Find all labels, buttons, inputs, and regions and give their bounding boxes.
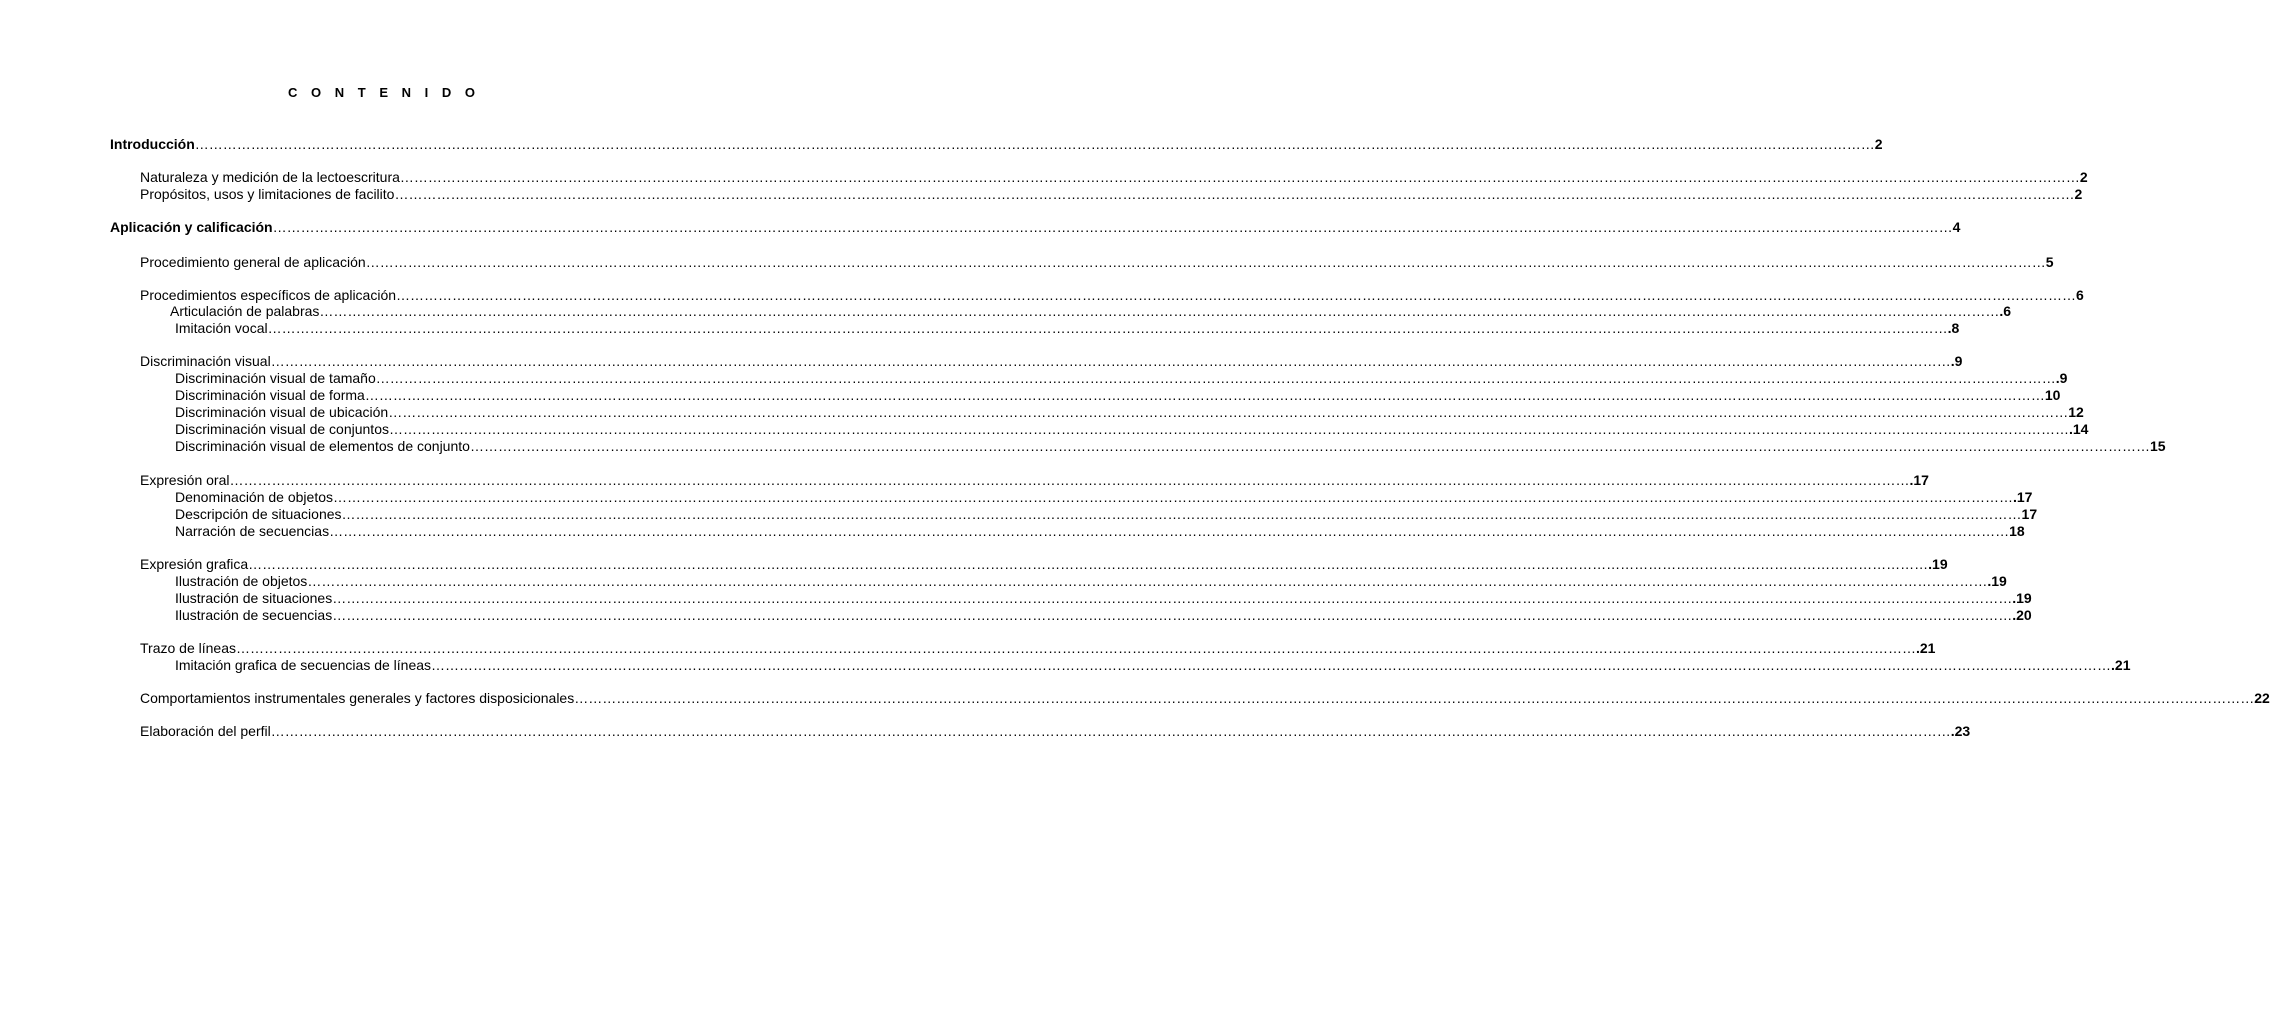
toc-entry xyxy=(140,690,2270,707)
dot-leader: ……………………………………………………………………………………………………………………………………………………………………………………………………………………………………………………………………………………………………………………………… xyxy=(229,472,1910,488)
toc-entry-page: 10 xyxy=(2044,387,2061,403)
toc-entry xyxy=(175,404,2084,421)
dot-leader: ……………………………………………………………………………………………………………………………………………………………………………………………………………………………………………………………………………………………………………………………… xyxy=(389,421,2069,437)
toc-entry xyxy=(140,723,1971,740)
toc-entry-page: .19 xyxy=(1928,556,1948,572)
dot-leader: ……………………………………………………………………………………………………………………………………………………………………………………………………………………………………………………………………………………………………………………………… xyxy=(248,556,1929,572)
toc-entry-label: Ilustración de objetos xyxy=(175,573,308,589)
toc-entry-label: Imitación grafica de secuencias de líneas xyxy=(175,657,432,673)
toc-entry-page: .8 xyxy=(1947,320,1960,336)
toc-entry xyxy=(170,303,2012,320)
toc-entry xyxy=(140,472,1929,489)
toc-entry-page: 18 xyxy=(2009,523,2025,539)
toc-entry xyxy=(140,556,1948,573)
dot-leader: ……………………………………………………………………………………………………………………………………………………………………………………………………………………………………………………………………………………………………………………………… xyxy=(329,523,2010,539)
toc-entry-page: 2 xyxy=(2079,169,2088,185)
toc-entry-page: 6 xyxy=(2076,287,2084,303)
toc-entry-page: 17 xyxy=(2021,506,2038,522)
dot-leader: ……………………………………………………………………………………………………………………………………………………………………………………………………………………………………………………………………………………………………………………………… xyxy=(375,370,2056,386)
toc-entry-label: Aplicación y calificación xyxy=(110,219,273,235)
toc-entry-page: 2 xyxy=(1874,136,1883,152)
toc-entry xyxy=(140,287,2084,304)
toc-entry-page: .21 xyxy=(1915,640,1936,656)
toc-entry-page: .20 xyxy=(2012,607,2032,623)
toc-entry-label: Denominación de objetos xyxy=(175,489,333,505)
toc-entry xyxy=(175,657,2131,674)
toc-entry xyxy=(175,590,2032,607)
toc-entry-label: Ilustración de situaciones xyxy=(175,590,333,606)
toc-entry-label: Imitación vocal xyxy=(175,320,268,336)
toc-entry-page: .19 xyxy=(1987,573,2007,589)
toc-entry-page: .21 xyxy=(2111,657,2131,673)
dot-leader: ……………………………………………………………………………………………………………………………………………………………………………………………………………………………………………………………………………………………………………………………… xyxy=(388,404,2069,420)
toc-entry-label: Procedimiento general de aplicación xyxy=(140,254,366,270)
toc-entry-page: .17 xyxy=(1909,472,1929,488)
toc-entry-label: Expresión oral xyxy=(140,472,230,488)
toc-entry-label: Introducción xyxy=(110,136,195,152)
toc-entry xyxy=(140,640,1936,657)
dot-leader: ……………………………………………………………………………………………………………………………………………………………………………………………………………………………………………………………………………………………………………………………… xyxy=(194,136,1875,152)
dot-leader: ……………………………………………………………………………………………………………………………………………………………………………………………………………………………………………………………………………………………………………………………… xyxy=(333,489,2013,505)
toc-entry-label: Elaboración del perfil xyxy=(140,723,271,739)
dot-leader: ……………………………………………………………………………………………………………………………………………………………………………………………………………………………………………………………………………………………………………………………… xyxy=(332,607,2013,623)
toc-entry-label: Procedimientos específicos de aplicación xyxy=(140,287,397,303)
toc-entry xyxy=(140,169,2088,186)
toc-entry xyxy=(175,387,2061,404)
toc-entry xyxy=(140,353,1963,370)
toc-entry-page: 4 xyxy=(1952,219,1961,235)
dot-leader: ……………………………………………………………………………………………………………………………………………………………………………………………………………………………………………………………………………………………………………………………… xyxy=(469,438,2150,454)
toc-entry-page: .9 xyxy=(1950,353,1963,369)
toc-entry-label: Ilustración de secuencias xyxy=(175,607,333,623)
dot-leader: ……………………………………………………………………………………………………………………………………………………………………………………………………………………………………………………………………………………………………………………………… xyxy=(270,723,1951,739)
toc-entry-label: Narración de secuencias xyxy=(175,523,330,539)
toc-entry-label: Discriminación visual de tamaño xyxy=(175,370,376,386)
dot-leader: ……………………………………………………………………………………………………………………………………………………………………………………………………………………………………………………………………………………………………………………………… xyxy=(431,657,2112,673)
toc-entry xyxy=(175,573,2007,590)
toc-entry xyxy=(175,421,2089,438)
toc-entry xyxy=(110,136,1883,153)
toc-entry xyxy=(175,370,2068,387)
toc-entry-label: Discriminación visual de ubicación xyxy=(175,404,389,420)
toc-entry xyxy=(175,607,2032,624)
toc-entry-page: 15 xyxy=(2149,438,2166,454)
toc-entry-label: Articulación de palabras xyxy=(170,303,320,319)
toc-entry-label: Descripción de situaciones xyxy=(175,506,342,522)
toc-entry-label: Propósitos, usos y limitaciones de facilito xyxy=(140,186,395,202)
toc-entry-label: Discriminación visual de elementos de conjunto xyxy=(175,438,470,454)
toc-entry-page: .14 xyxy=(2069,421,2089,437)
toc-entry-page: .6 xyxy=(1999,303,2012,319)
toc-entry-page: .23 xyxy=(1950,723,1971,739)
toc-entry-page: .9 xyxy=(2055,370,2068,386)
dot-leader: ……………………………………………………………………………………………………………………………………………………………………………………………………………………………………………………………………………………………………………………………… xyxy=(365,254,2046,270)
toc-entry xyxy=(175,523,2025,540)
toc-entry xyxy=(175,506,2038,523)
dot-leader: ……………………………………………………………………………………………………………………………………………………………………………………………………………………………………………………………………………………………………………………………… xyxy=(267,320,1948,336)
page-title: C O N T E N I D O xyxy=(288,85,480,100)
dot-leader: ……………………………………………………………………………………………………………………………………………………………………………………………………………………………………………………………………………………………………………………………… xyxy=(341,506,2022,522)
dot-leader: ……………………………………………………………………………………………………………………………………………………………………………………………………………………………………………………………………………………………………………………………… xyxy=(332,590,2013,606)
dot-leader: ……………………………………………………………………………………………………………………………………………………………………………………………………………………………………………………………………………………………………………………………… xyxy=(394,186,2075,202)
toc-entry-page: 2 xyxy=(2074,186,2083,202)
dot-leader: ……………………………………………………………………………………………………………………………………………………………………………………………………………………………………………………………………………………………………………………………… xyxy=(396,287,2077,303)
toc-entry xyxy=(140,186,2083,203)
toc-entry-label: Expresión grafica xyxy=(140,556,249,572)
toc-entry-label: Discriminación visual xyxy=(140,353,271,369)
toc-entry-label: Trazo de líneas xyxy=(140,640,236,656)
dot-leader: ……………………………………………………………………………………………………………………………………………………………………………………………………………………………………………………………………………………………………………………………… xyxy=(270,353,1951,369)
toc-entry xyxy=(175,489,2033,506)
toc-entry-label: Naturaleza y medición de la lectoescritura xyxy=(140,169,400,185)
toc-entry-page: .19 xyxy=(2012,590,2032,606)
dot-leader: ……………………………………………………………………………………………………………………………………………………………………………………………………………………………………………………………………………………………………………………………… xyxy=(235,640,1916,656)
toc-entry-page: 5 xyxy=(2045,254,2054,270)
dot-leader: ……………………………………………………………………………………………………………………………………………………………………………………………………………………………………………………………………………………………………………………………… xyxy=(272,219,1953,235)
dot-leader: ……………………………………………………………………………………………………………………………………………………………………………………………………………………………………………………………………………………………………………………………… xyxy=(399,169,2080,185)
toc-entry-page: 12 xyxy=(2068,404,2084,420)
dot-leader: ……………………………………………………………………………………………………………………………………………………………………………………………………………………………………………………………………………………………………………………………… xyxy=(364,387,2045,403)
toc-entry xyxy=(110,219,1961,236)
dot-leader: ……………………………………………………………………………………………………………………………………………………………………………………………………………………………………………………………………………………………………………………………… xyxy=(574,690,2255,706)
toc-entry-page: .17 xyxy=(2013,489,2033,505)
toc-entry-page: 22 xyxy=(2254,690,2270,706)
toc-entry-label: Discriminación visual de conjuntos xyxy=(175,421,389,437)
dot-leader: ……………………………………………………………………………………………………………………………………………………………………………………………………………………………………………………………………………………………………………………………… xyxy=(307,573,1988,589)
dot-leader: ……………………………………………………………………………………………………………………………………………………………………………………………………………………………………………………………………………………………………………………………… xyxy=(319,303,2000,319)
toc-entry-label: Discriminación visual de forma xyxy=(175,387,365,403)
toc-entry xyxy=(140,254,2054,271)
toc-entry-label: Comportamientos instrumentales generales y factores disposicionales xyxy=(140,690,575,706)
toc-entry xyxy=(175,438,2166,455)
toc-entry xyxy=(175,320,1960,337)
